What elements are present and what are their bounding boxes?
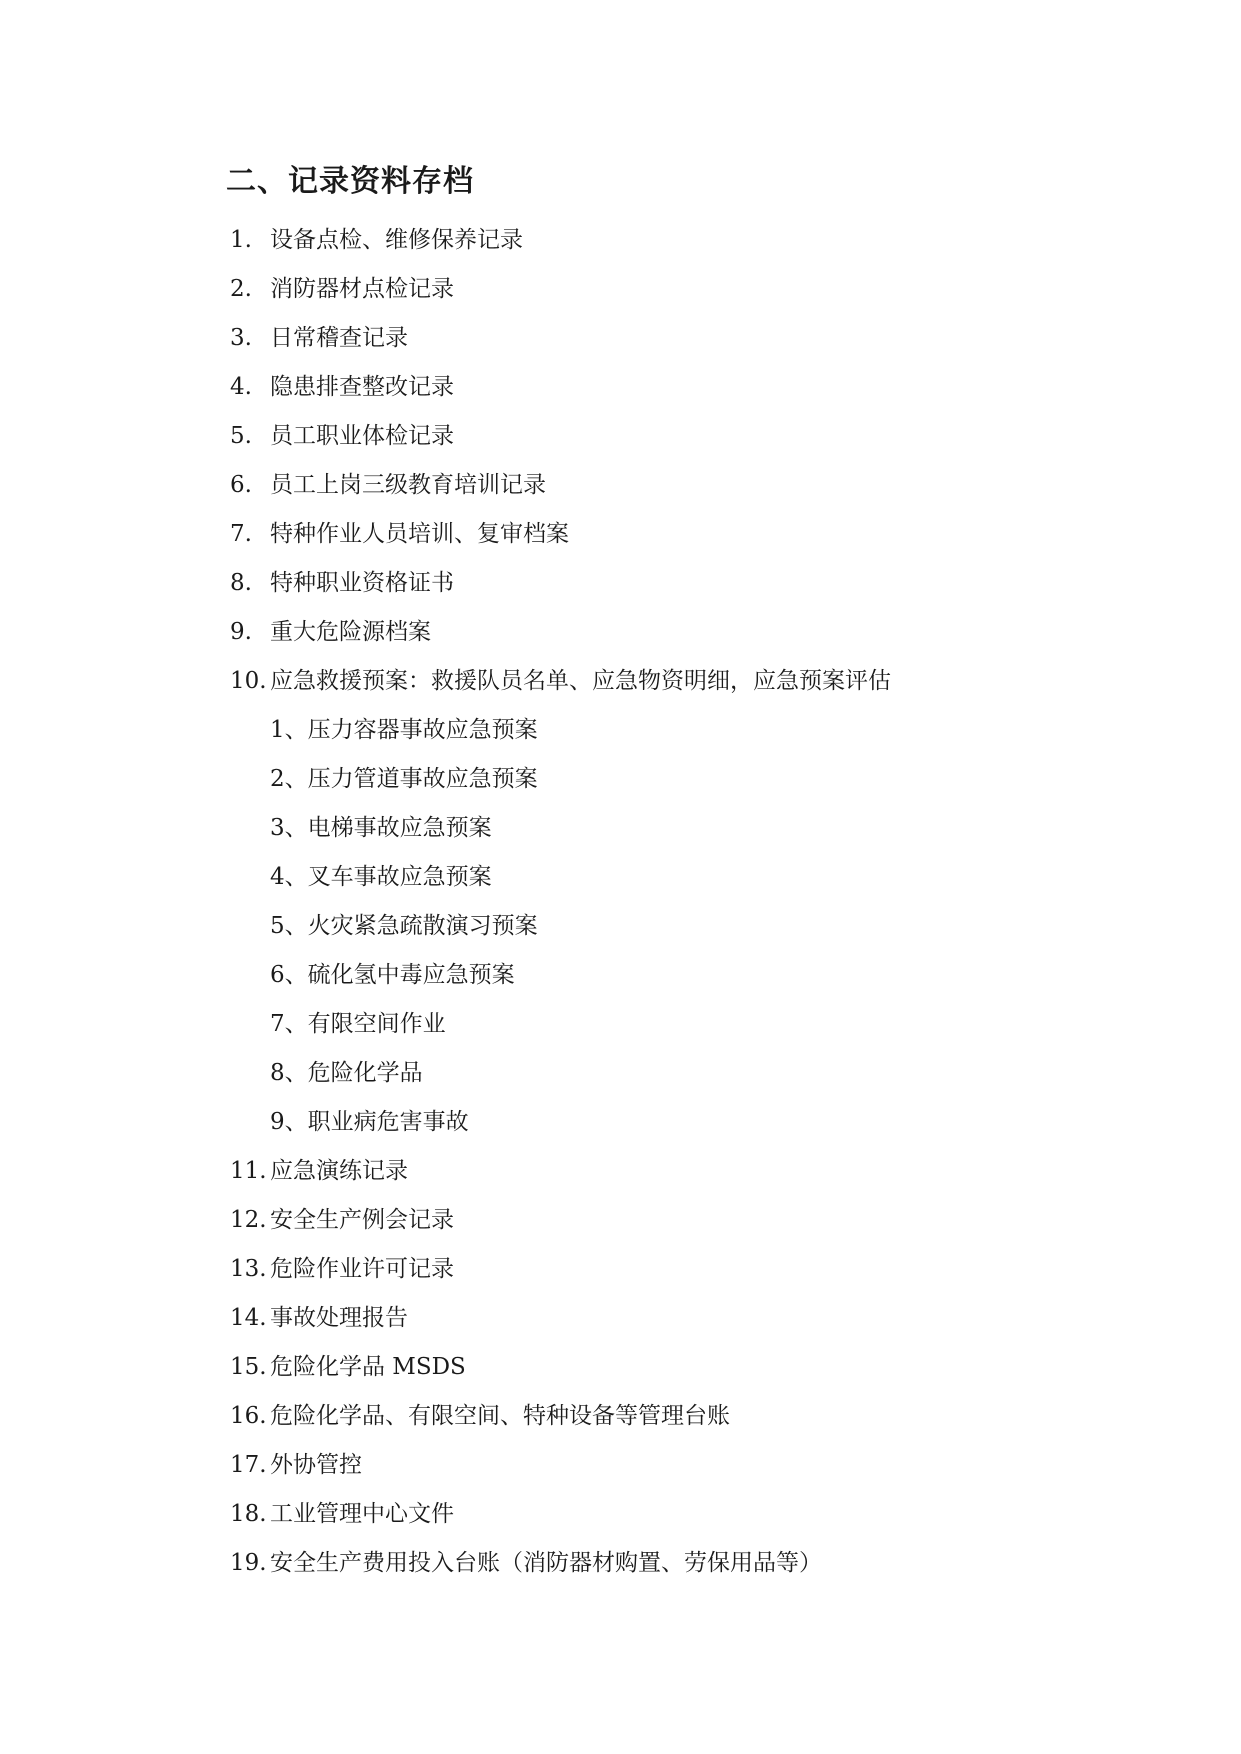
- item-number: 17.: [230, 1452, 267, 1478]
- list-item: [230, 663, 1190, 712]
- sub-list-item: [230, 1006, 1190, 1055]
- item-text: 危险作业许可记录: [270, 1256, 454, 1282]
- sub-list-item: [230, 859, 1190, 908]
- list-item: [230, 1545, 1190, 1594]
- item-number: 18.: [230, 1501, 267, 1527]
- item-number: 16.: [230, 1403, 267, 1429]
- item-number: 2、: [270, 766, 308, 792]
- sub-list-item: [230, 712, 1190, 761]
- item-text: 职业病危害事故: [307, 1109, 469, 1135]
- item-number: 1、: [270, 717, 308, 743]
- item-text: 特种作业人员培训、复审档案: [270, 521, 569, 547]
- item-text: 电梯事故应急预案: [307, 815, 492, 841]
- item-text: 员工职业体检记录: [270, 423, 454, 449]
- item-number: 2.: [230, 276, 252, 302]
- item-text: 外协管控: [270, 1452, 362, 1478]
- item-text: 工业管理中心文件: [270, 1501, 454, 1527]
- item-number: 6、: [270, 962, 308, 988]
- item-text: 硫化氢中毒应急预案: [307, 962, 515, 988]
- item-text: 压力容器事故应急预案: [307, 717, 538, 743]
- list-item: [230, 1251, 1190, 1300]
- item-number: 8、: [270, 1060, 308, 1086]
- item-text: 应急演练记录: [270, 1158, 408, 1184]
- item-number: 3.: [230, 325, 252, 351]
- record-list: [230, 222, 1190, 1594]
- item-number: 10.: [230, 668, 267, 694]
- list-item: [230, 516, 1190, 565]
- list-item: [230, 614, 1190, 663]
- item-number: 7.: [230, 521, 252, 547]
- item-text: 危险化学品、有限空间、特种设备等管理台账: [270, 1403, 730, 1429]
- list-item: [230, 1153, 1190, 1202]
- list-item: [230, 1447, 1190, 1496]
- item-text: 有限空间作业: [307, 1011, 446, 1037]
- item-number: 13.: [230, 1256, 267, 1282]
- item-text: 设备点检、维修保养记录: [270, 227, 523, 253]
- item-number: 4、: [270, 864, 308, 890]
- item-text: 叉车事故应急预案: [307, 864, 492, 890]
- item-text: 安全生产费用投入台账（消防器材购置、劳保用品等）: [270, 1550, 822, 1576]
- list-item: [230, 1202, 1190, 1251]
- list-item: [230, 369, 1190, 418]
- item-text: 员工上岗三级教育培训记录: [270, 472, 546, 498]
- item-number: 5.: [230, 423, 252, 449]
- list-item: [230, 1349, 1190, 1398]
- item-number: 12.: [230, 1207, 267, 1233]
- item-text: 特种职业资格证书: [270, 570, 454, 596]
- item-text: 事故处理报告: [270, 1305, 408, 1331]
- item-number: 19.: [230, 1550, 267, 1576]
- list-item: [230, 1300, 1190, 1349]
- item-text: 应急救援预案：救援队员名单、应急物资明细，应急预案评估: [270, 668, 891, 694]
- item-text: 消防器材点检记录: [270, 276, 454, 302]
- item-number: 8.: [230, 570, 252, 596]
- item-text: 压力管道事故应急预案: [307, 766, 538, 792]
- list-item: [230, 467, 1190, 516]
- item-number: 3、: [270, 815, 308, 841]
- item-text: 安全生产例会记录: [270, 1207, 454, 1233]
- item-number: 9、: [270, 1109, 308, 1135]
- list-item: [230, 418, 1190, 467]
- item-number: 7、: [270, 1011, 308, 1037]
- list-item: [230, 271, 1190, 320]
- page-title: 二、记录资料存档: [226, 164, 474, 199]
- item-text: 火灾紧急疏散演习预案: [307, 913, 538, 939]
- item-text: 重大危险源档案: [270, 619, 431, 645]
- item-number: 9.: [230, 619, 252, 645]
- sub-list-item: [230, 761, 1190, 810]
- item-number: 5、: [270, 913, 308, 939]
- item-text: 日常稽查记录: [270, 325, 408, 351]
- item-number: 14.: [230, 1305, 267, 1331]
- sub-list-item: [230, 810, 1190, 859]
- sub-list-item: [230, 1104, 1190, 1153]
- item-number: 6.: [230, 472, 252, 498]
- sub-list-item: [230, 908, 1190, 957]
- sub-list-item: [230, 957, 1190, 1006]
- list-item: [230, 1398, 1190, 1447]
- item-number: 1.: [230, 227, 252, 253]
- list-item: [230, 320, 1190, 369]
- item-text: 危险化学品: [307, 1060, 423, 1086]
- item-number: 15.: [230, 1354, 267, 1380]
- item-number: 4.: [230, 374, 252, 400]
- list-item: [230, 1496, 1190, 1545]
- item-number: 11.: [230, 1158, 267, 1184]
- item-text: 隐患排查整改记录: [270, 374, 454, 400]
- list-item: [230, 222, 1190, 271]
- item-text: 危险化学品 MSDS: [270, 1354, 466, 1380]
- sub-list-item: [230, 1055, 1190, 1104]
- list-item: [230, 565, 1190, 614]
